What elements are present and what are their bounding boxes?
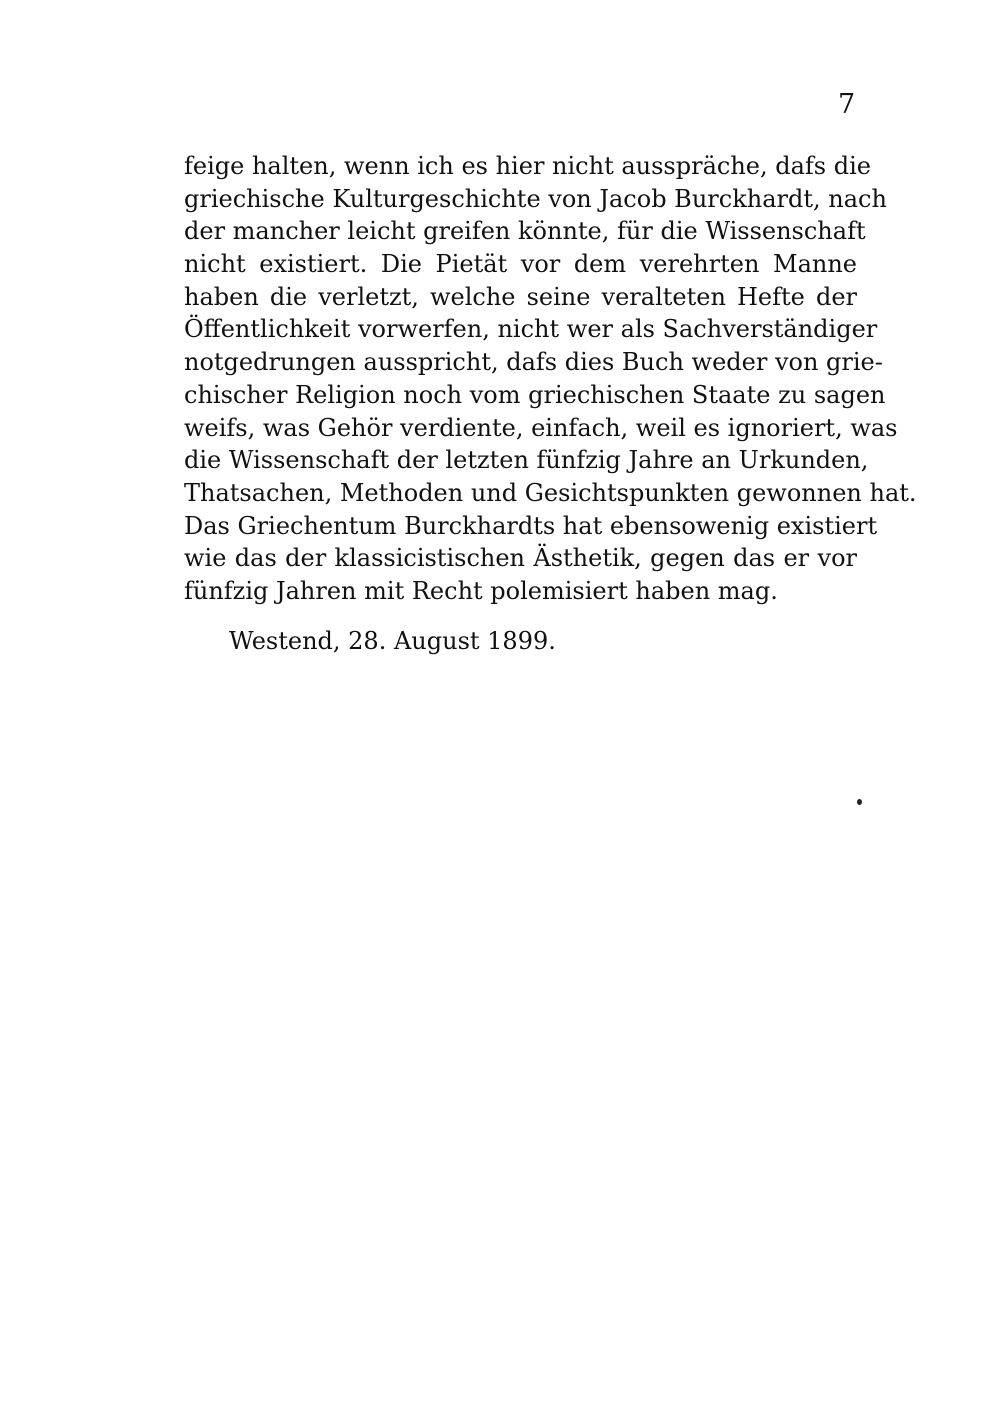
text-line: feige halten, wenn ich es hier nicht ausspräche, dafs die — [184, 152, 871, 180]
text-line: der mancher leicht greifen könnte, für die Wissenschaft — [184, 217, 866, 246]
text-line: fünfzig Jahren mit Recht polemisiert haben mag. — [184, 576, 778, 605]
signoff-place-date: Westend, 28. August 1899. — [229, 627, 556, 655]
text-line: weifs, was Gehör verdiente, einfach, weil es ignoriert, was — [184, 413, 898, 442]
text-line: notgedrungen ausspricht, dafs dies Buch weder von grie- — [184, 348, 883, 377]
text-line: griechische Kulturgeschichte von Jacob Burckhardt, nach — [184, 184, 887, 213]
text-line: die Wissenschaft der letzten fünfzig Jahre an Urkunden, — [184, 446, 869, 475]
text-line: wie das der klassicistischen Ästhetik, gegen das er vor — [184, 544, 857, 573]
text-line: nicht existiert. Die Pietät vor dem verehrten Manne — [184, 250, 857, 279]
ink-speck — [857, 799, 862, 805]
text-line: Öffentlichkeit vorwerfen, nicht wer als Sachverständiger — [184, 315, 878, 344]
text-line: Das Griechentum Burckhardts hat ebensowenig existiert — [184, 511, 878, 540]
body-paragraph — [184, 150, 917, 608]
text-line: chischer Religion noch vom griechischen Staate zu sagen — [184, 380, 886, 409]
text-line: Thatsachen, Methoden und Gesichtspunkten gewonnen hat. — [184, 478, 917, 507]
text-line: haben die verletzt, welche seine veralteten Hefte der — [184, 282, 857, 311]
page-number: 7 — [838, 89, 856, 120]
